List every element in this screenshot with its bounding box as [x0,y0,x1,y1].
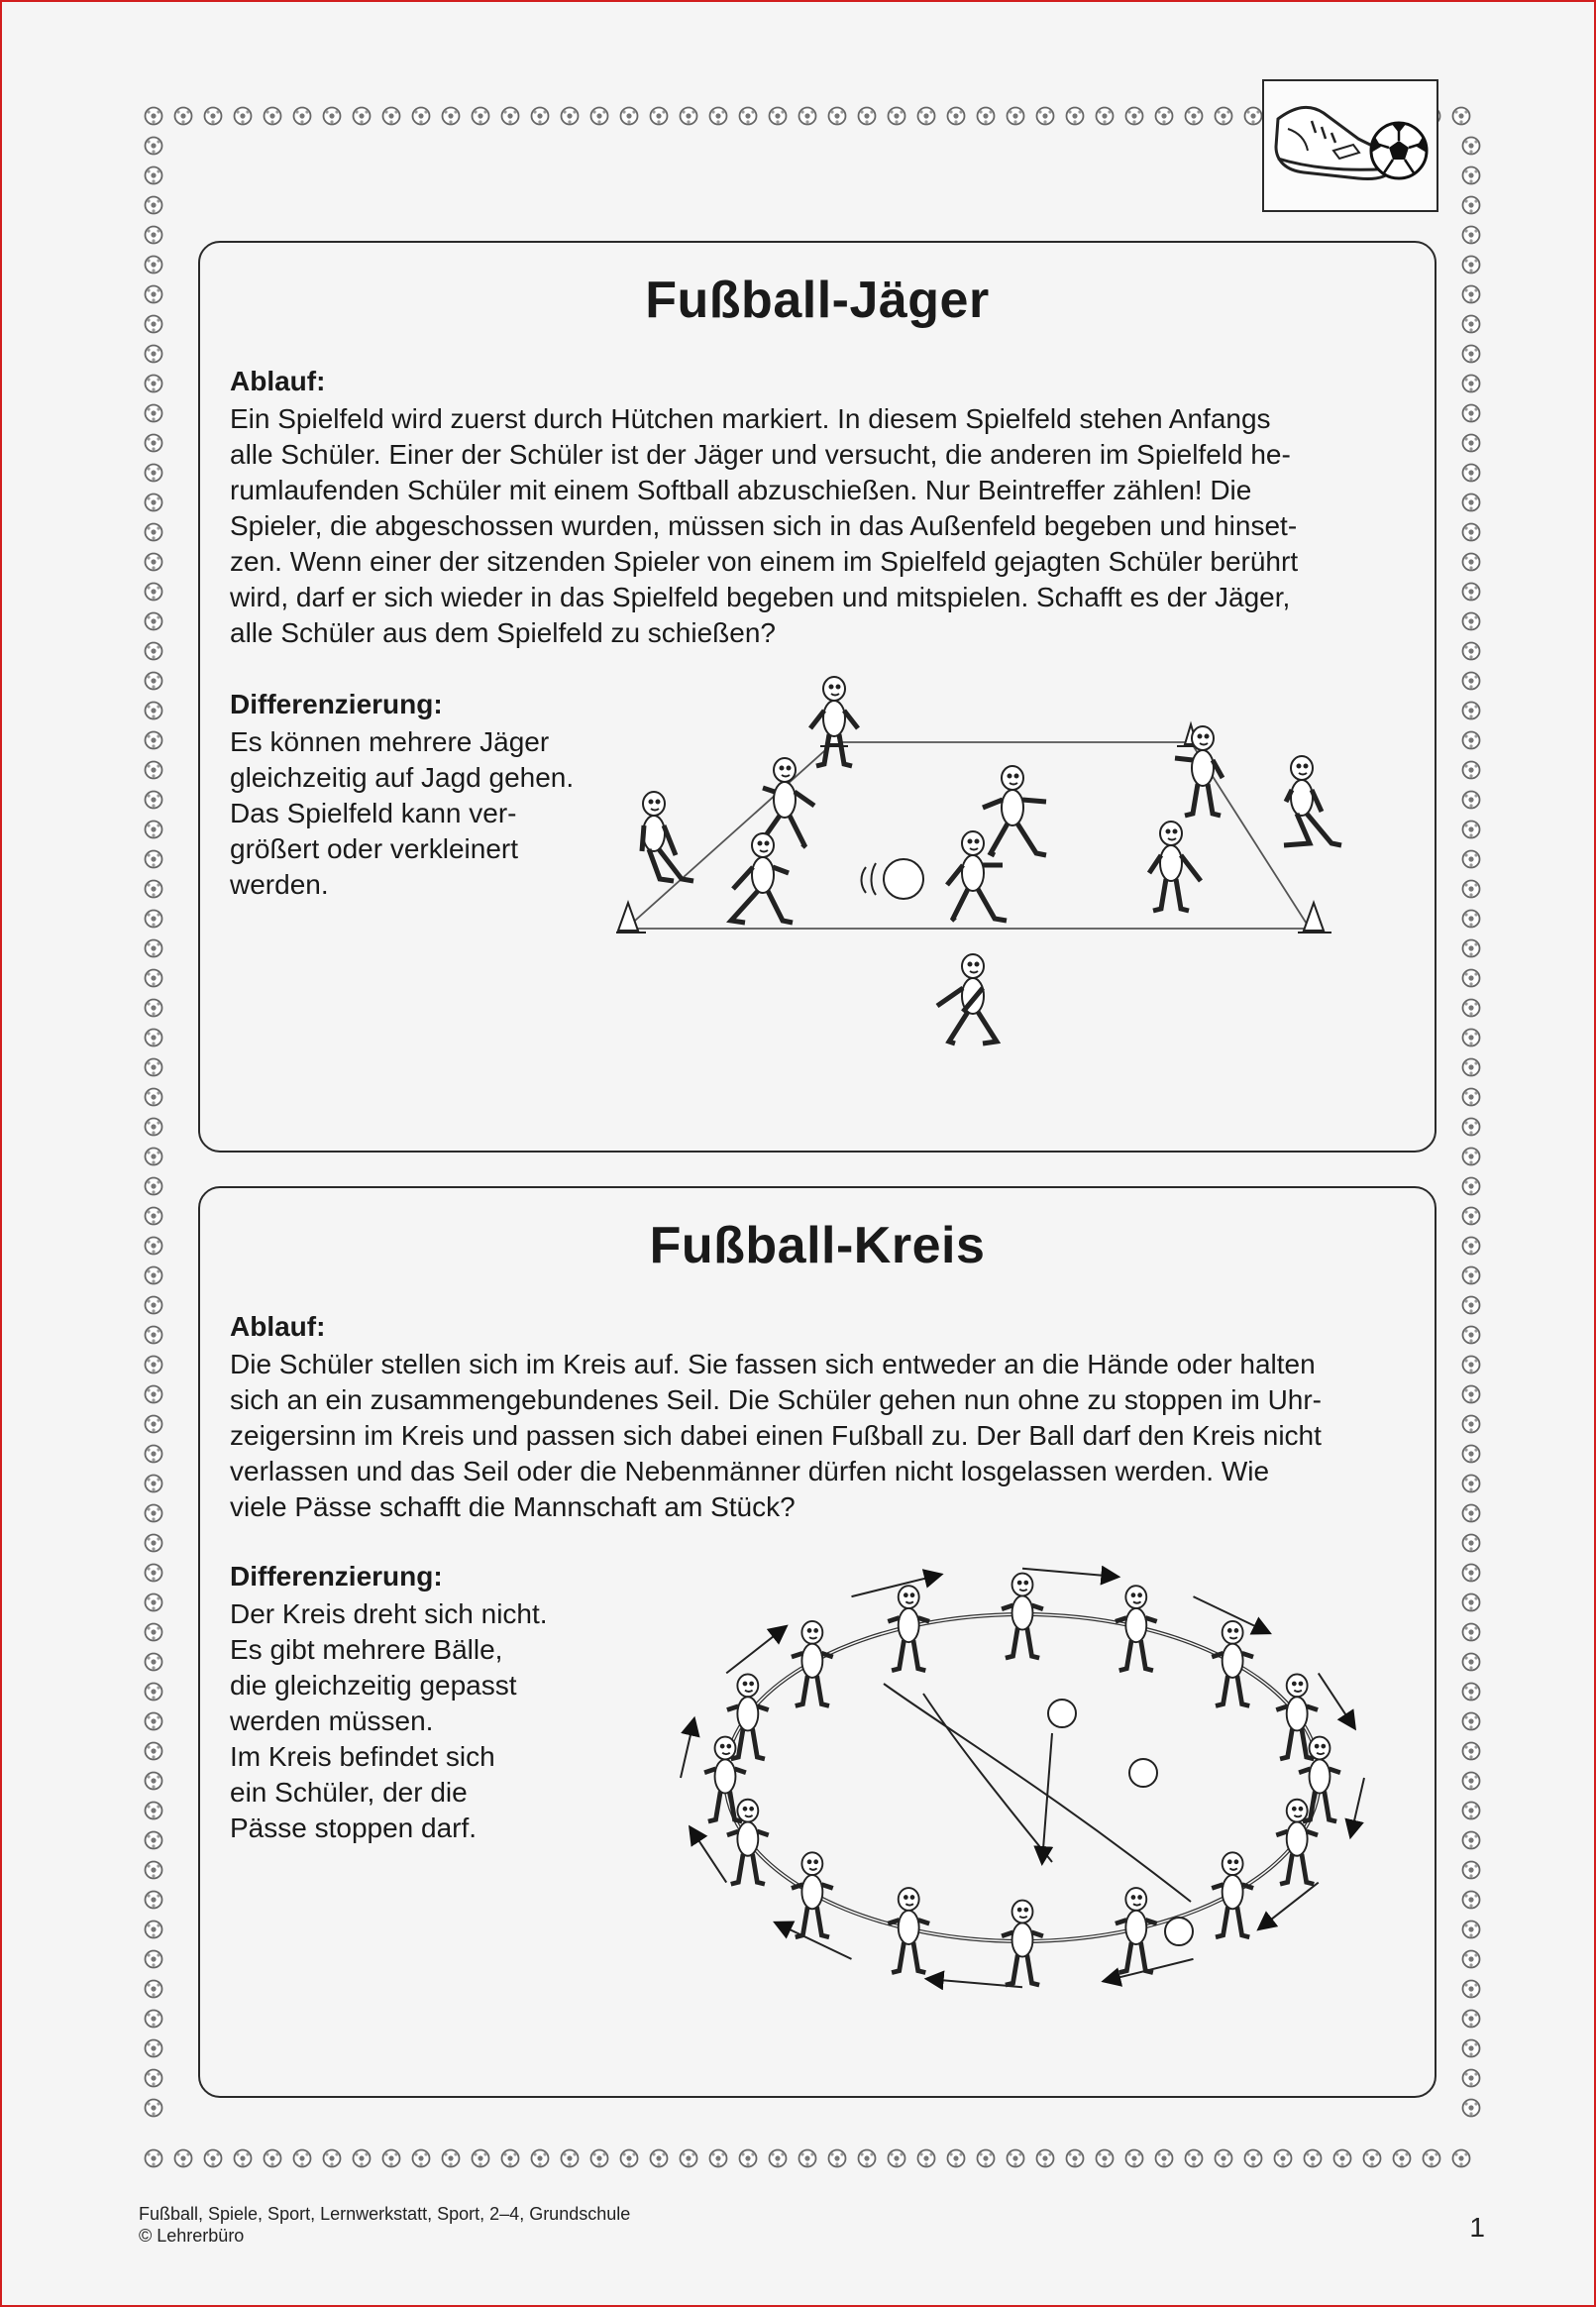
variation-line: werden müssen. [230,1705,434,1736]
variation-line: werden. [230,869,329,900]
section-title: Fußball-Jäger [645,272,990,329]
player-figure-icon [1149,822,1201,911]
player-figure-icon [937,954,997,1044]
player-figure-icon [810,677,858,766]
procedure-line: verlassen und das Seil oder die Nebenmänner dürfen nicht losgelassen werden. Wie [230,1456,1270,1486]
rotation-arrow-icon [726,1627,785,1673]
field-players-illustration [616,669,1389,1135]
procedure-line: viele Pässe schafft die Mannschaft am Stück? [230,1491,796,1522]
procedure-line: rumlaufenden Schüler mit einem Softball abzuschießen. Nur Beintreffer zählen! Die [230,475,1252,505]
player-figure-icon [1212,1621,1253,1706]
procedure-line: sich an ein zusammengebundenes Seil. Die Schüler gehen nun ohne zu stoppen im Uhr- [230,1384,1323,1415]
player-figure-icon [1284,756,1341,845]
shoe-and-football-icon [1264,81,1436,210]
rotation-arrow-icon [1022,1569,1117,1577]
section-title: Fußball-Kreis [649,1217,986,1274]
player-figure-icon [888,1586,929,1671]
procedure-line: alle Schüler aus dem Spielfeld zu schießen? [230,617,776,648]
player-figure-icon [731,833,793,923]
circle-players-illustration [636,1535,1409,2060]
rotation-arrow-icon [777,1923,852,1959]
procedure-text [230,1347,1322,1525]
rotation-arrow-icon [1351,1778,1364,1835]
variation-heading: Differenzierung: [230,1561,443,1592]
procedure-line: Spieler, die abgeschossen wurden, müssen sich in das Außenfeld begeben und hinset- [230,510,1298,541]
variation-text [230,724,574,903]
variation-line: Im Kreis befindet sich [230,1741,495,1772]
variation-line: Der Kreis dreht sich nicht. [230,1598,548,1629]
procedure-text [230,401,1298,651]
game-card-football-circle [198,1186,1436,2098]
procedure-line: zeigersinn im Kreis und passen sich dabei einen Fußball zu. Der Ball darf den Kreis nicht [230,1420,1322,1451]
variation-line: Das Spielfeld kann ver- [230,798,517,828]
rotation-arrow-icon [1319,1673,1354,1727]
logo-box [1262,79,1438,212]
variation-line: gleichzeitig auf Jagd gehen. [230,762,575,793]
procedure-line: wird, darf er sich wieder in das Spielfeld begeben und mitspielen. Schafft es der Jäger, [230,582,1291,612]
rotation-arrow-icon [852,1575,940,1596]
rotation-arrow-icon [681,1720,693,1778]
procedure-line: zen. Wenn einer der sitzenden Spieler von einem im Spielfeld gejagten Schüler berührt [230,546,1299,577]
procedure-heading: Ablauf: [230,366,326,396]
variation-text [230,1596,548,1846]
variation-line: Pässe stoppen darf. [230,1813,478,1843]
variation-line: größert oder verkleinert [230,833,519,864]
page-number: 1 [1469,2212,1485,2243]
procedure-heading: Ablauf: [230,1311,326,1342]
footer-series: Fußball, Spiele, Sport, Lernwerkstatt, Sport, 2–4, Grundschule [139,2204,631,2224]
player-figure-icon [792,1852,833,1937]
player-figure-icon [1212,1852,1253,1937]
procedure-line: alle Schüler. Einer der Schüler ist der Jäger und versucht, die anderen im Spielfeld he- [230,439,1291,470]
footer-credits [139,2203,630,2247]
variation-line: ein Schüler, der die [230,1777,468,1808]
rotation-arrow-icon [691,1828,726,1883]
player-figure-icon [1116,1586,1157,1671]
player-figure-icon [792,1621,833,1706]
rotation-arrow-icon [1259,1883,1318,1928]
player-figure-icon [1175,726,1223,816]
procedure-line: Die Schüler stellen sich im Kreis auf. Sie fassen sich entweder an die Hände oder halten [230,1349,1316,1379]
variation-line: Es können mehrere Jäger [230,726,550,757]
procedure-line: Ein Spielfeld wird zuerst durch Hütchen markiert. In diesem Spielfeld stehen Anfangs [230,403,1271,434]
player-figure-icon [642,792,693,881]
variation-line: Es gibt mehrere Bälle, [230,1634,503,1665]
variation-line: die gleichzeitig gepasst [230,1670,517,1701]
game-card-football-hunter [198,241,1436,1153]
player-figure-icon [983,766,1046,855]
footer-copyright: © Lehrerbüro [139,2226,245,2246]
variation-heading: Differenzierung: [230,689,443,719]
